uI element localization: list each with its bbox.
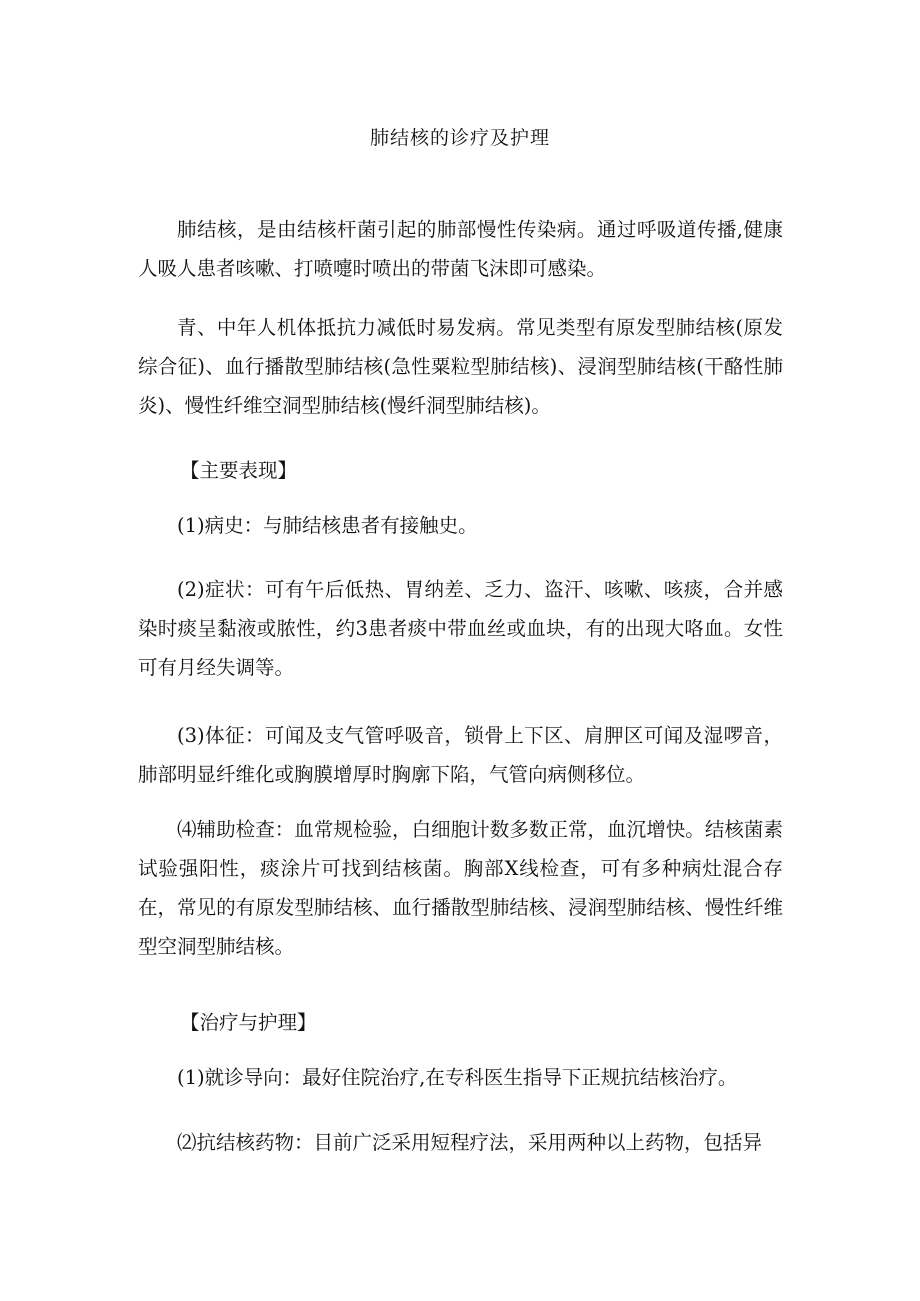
treatment-item-anti-tb-drugs: ⑵抗结核药物：目前广泛采用短程疗法，采用两种以上药物，包括异 <box>177 1131 763 1154</box>
intro-paragraph-transmission: 肺结核，是由结核杆菌引起的肺部慢性传染病。通过呼吸道传播,健康人吸人患者咳嗽、打喷嚏时喷出的带菌飞沫即可感染。 <box>138 218 783 280</box>
manifestation-item-signs: (3)体征：可闻及支气管呼吸音，锁骨上下区、肩胛区可闻及湿啰音，肺部明显纤维化或胸膜增厚时胸廓下陷，气管向病侧移位。 <box>138 724 783 786</box>
document-title: 肺结核的诊疗及护理 <box>369 127 550 149</box>
manifestation-item-symptoms: (2)症状：可有午后低热、胃纳差、乏力、盗汗、咳嗽、咳痰，合并感染时痰呈黏液或脓性，约3患者痰中带血丝或血块，有的出现大咯血。女性可有月经失调等。 <box>138 578 783 679</box>
section-heading-main-manifestations: 【主要表现】 <box>180 459 298 482</box>
treatment-item-consultation: (1)就诊导向：最好住院治疗,在专科医生指导下正规抗结核治疗。 <box>177 1066 738 1089</box>
section-heading-treatment-care: 【治疗与护理】 <box>180 1011 317 1034</box>
manifestation-item-history: (1)病史：与肺结核患者有接触史。 <box>177 514 478 537</box>
intro-paragraph-types: 青、中年人机体抵抗力减低时易发病。常见类型有原发型肺结核(原发综合征)、血行播散型肺结核(急性粟粒型肺结核)、浸润型肺结核(干酪性肺炎)、慢性纤维空洞型肺结核(慢纤洞型肺结核)。 <box>138 316 783 417</box>
manifestation-item-auxiliary-exams: ⑷辅助检查：血常规检验，白细胞计数多数正常，血沉增快。结核菌素试验强阳性，痰涂片可找到结核菌。胸部X线检查，可有多种病灶混合存在，常见的有原发型肺结核、血行播散型肺结核、浸润型肺结核、慢性纤维型空洞型肺结核。 <box>138 818 783 958</box>
